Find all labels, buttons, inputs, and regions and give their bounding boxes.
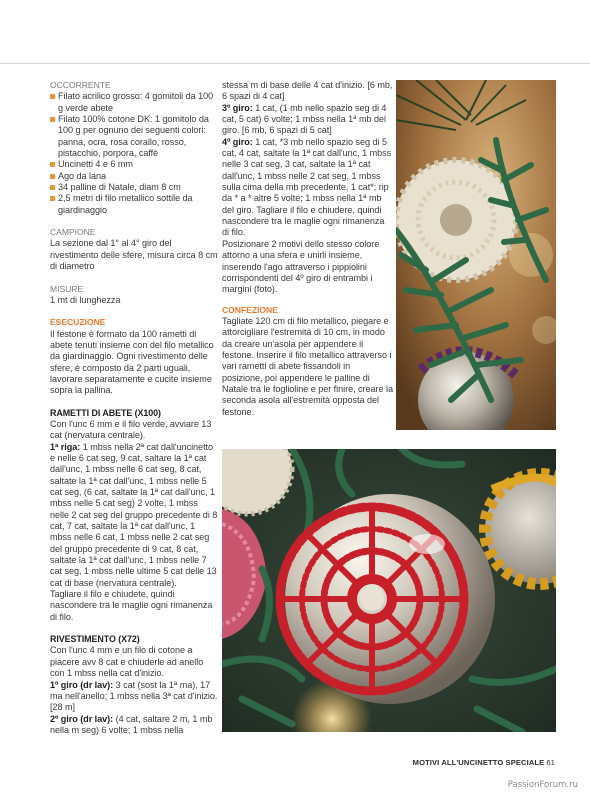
rametti-end: Tagliare il filo e chiudete, quindi nascondere tra le maglie ogni rimanenza di filo.	[50, 589, 213, 622]
posizionare-text: Posizionare 2 motivi dello stesso colore attorno a una sfera e unirli insieme, inserendo l'ago attraverso i pippiolini corrispondenti del 4º giro di entrambi i margini (foto).	[222, 238, 380, 295]
photo-red-crochet-ornament	[222, 449, 556, 732]
materials-list	[50, 91, 218, 216]
rivestimento-round-1: 1º giro (dr lav): 3 cat (sost la 1ª ma), 17 ma nell'anello; 1 mbss nella 3ª cat d'inizio. [28 m]	[50, 679, 218, 713]
section-title-occorrente: OCCORRENTE	[50, 80, 111, 90]
confezione-text: Tagliate 120 cm di filo metallico, piegare e attorcigliare l'estremità di 10 cm, in modo da creare un'asola per appendere il festone. Inserire il filo metallico attraverso i vari rametti di abete fissandoli in posizione, poi appendere le palline di Natale tra le foglioline e per finire, creare la seconda asola all'estremità opposta del festone.	[222, 315, 393, 417]
section-title-campione: CAMPIONE	[50, 227, 96, 238]
esecuzione-text: Il festone è formato da 100 rametti di abete tenuti insieme con del filo metallico da giardinaggio. Ogni rivestimento delle sfere, è composto da 2 parti uguali, lavorare separatamente e cucite insieme sopra la pallina.	[50, 328, 214, 396]
text-column-middle	[222, 80, 393, 418]
watermark: PassionForum.ru	[507, 780, 578, 790]
rametti-intro: Con l'unc 6 mm e il filo verde, avviare 13 cat (nervatura centrale).	[50, 418, 212, 441]
rametti-row-1: 1ª riga: 1 mbss nella 2ª cat dall'uncinetto e nelle 6 cat seg, 9 cat, saltare la 1ª cat dall'unc, 1 mbss nelle 6 cat seg, 8 cat, saltate la 1ª cat dall'unc, 1 mbss nelle 5 cat seg, (6 cat, saltate la 1ª cat dall'unc, 1 mbss nelle 5 cat seg) 2 volte, 1 mbss nelle 2 cat seg del gruppo precedente di 8 cat, 7 cat, saltate la 1ª cat dall'unc, 1 mbss nelle 6 cat, 1 mbss nelle 2 cat seg del gruppo precedente di 9 cat, 8 cat, saltate la 1ª cat dall'unc, 1 mbss nelle 7 cat seg, 1 mbss nelle ultime 5 cat delle 13 cat di base (nervatura centrale).	[50, 441, 218, 588]
list-item: Filato 100% cotone DK: 1 gomitolo da 100 g per ognuno dei seguenti colori: panna, ocra, rosa corallo, rosso, pistacchio, porpora, caffè	[50, 114, 218, 159]
continued-text: stessa m di base delle 4 cat d'inizio. [6 mb, 6 spazi di 4 cat]	[222, 80, 393, 102]
section-title-esecuzione: ESECUZIONE	[50, 317, 106, 328]
list-item: Uncinetti 4 e 6 mm	[50, 159, 218, 170]
text-column-left	[50, 80, 218, 736]
list-item: 2,5 metri di filo metallico sottile da giardinaggio	[50, 193, 218, 216]
top-rule	[0, 63, 590, 64]
campione-text: La sezione dal 1° al 4° giro del rivestimento delle sfere, misura circa 8 cm di diametro	[50, 238, 218, 272]
list-item: 34 palline di Natale, diam 8 cm	[50, 182, 218, 193]
rametti-title: RAMETTI DI ABETE (X100)	[50, 407, 161, 418]
list-item: Ago da lana	[50, 171, 218, 182]
section-title-misure: MISURE	[50, 283, 84, 294]
rivestimento-round-2: 2º giro (dr lav): (4 cat, saltare 2 m, 1 mb nella m seg) 6 volte; 1 mbss nella	[50, 713, 213, 735]
rivestimento-round-4: 4º giro: 1 cat, *3 mb nello spazio seg di 5 cat, 4 cat, saltate la 1ª cat dall'unc, 1 mbss nelle 3 cat seg, 3 cat, saltate la 1ª cat dall'unc, 1 mbss nelle 2 cat seg, 1 mbss sulla cima della mb precedente, 1 cat*; rip da * a * altre 5 volte; 1 mbss nella 1ª mb del giro. Tagliare il filo e chiudere, quindi nascondere tra le maglie ogni rimanenza di filo.	[222, 136, 392, 238]
section-title-confezione: CONFEZIONE	[222, 304, 278, 315]
rivestimento-title: RIVESTIMENTO (X72)	[50, 634, 140, 645]
list-item: Filato acrilico grosso: 4 gomitoli da 100 g verde abete	[50, 91, 218, 114]
rivestimento-round-3: 3º giro: 1 cat, (1 mb nello spazio seg di 4 cat, 5 cat) 6 volte; 1 mbss nella 1ª mb del giro. [6 mb, 6 spazi di 5 cat]	[222, 102, 387, 136]
misure-text: 1 mt di lunghezza	[50, 294, 121, 305]
magazine-name: MOTIVI ALL'UNCINETTO SPECIALE	[412, 758, 545, 767]
photo-crochet-branch-closeup	[396, 80, 556, 430]
page-footer	[395, 758, 555, 767]
page-number: 61	[546, 758, 555, 767]
rivestimento-intro: Con l'unc 4 mm e un filo di cotone a piacere avv 8 cat e chiuderle ad anello con 1 mbss nella cat d'inizio.	[50, 645, 204, 679]
